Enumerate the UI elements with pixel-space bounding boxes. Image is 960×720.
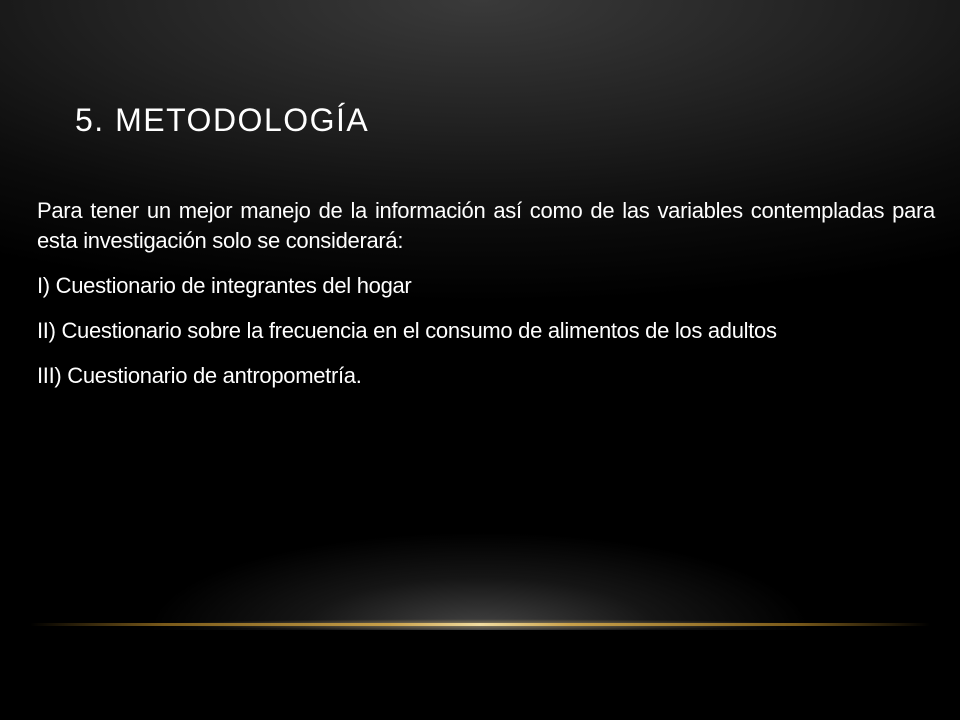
slide-title: 5. METODOLOGÍA	[75, 102, 370, 138]
accent-line	[30, 623, 930, 626]
list-item: II) Cuestionario sobre la frecuencia en el consumo de alimentos de los adultos	[37, 318, 777, 343]
slide-body	[37, 196, 935, 406]
intro-paragraph: Para tener un mejor manejo de la información así como de las variables contempladas para esta investigación solo se considerará:	[37, 198, 935, 253]
bottom-glow	[40, 500, 920, 630]
list-item: III) Cuestionario de antropometría.	[37, 363, 362, 388]
list-item: I) Cuestionario de integrantes del hogar	[37, 273, 412, 298]
